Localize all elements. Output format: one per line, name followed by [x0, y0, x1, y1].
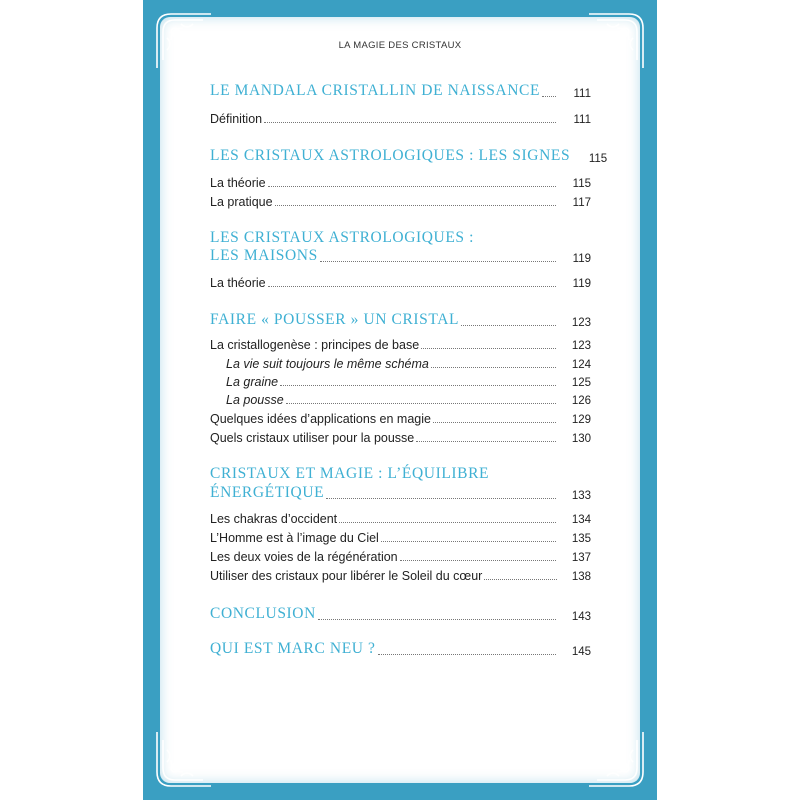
toc-page-number: 119	[572, 253, 591, 265]
toc-page-number: 115	[588, 153, 608, 165]
toc-section-title: LES MAISONS	[210, 247, 318, 264]
toc-subentry[interactable]	[210, 357, 591, 371]
toc-page-number: 111	[573, 114, 591, 126]
toc-entry-title: La pratique	[210, 195, 273, 209]
toc-entry[interactable]	[210, 431, 591, 445]
toc-entry-title: Les deux voies de la régénération	[210, 550, 398, 564]
dot-leader	[326, 498, 556, 499]
dot-leader	[318, 619, 556, 620]
toc-page-number: 124	[571, 359, 591, 371]
dot-leader	[264, 122, 556, 123]
toc-entry-title: La théorie	[210, 276, 266, 290]
toc-entry-title: La graine	[226, 375, 279, 389]
toc-entry[interactable]	[210, 550, 591, 564]
ornament-corner-icon	[153, 728, 215, 790]
dot-leader	[542, 96, 556, 97]
toc-section-pousser[interactable]	[210, 311, 591, 329]
toc-entry[interactable]	[210, 338, 591, 352]
toc-page-number: 145	[571, 646, 591, 658]
toc-page-number: 138	[571, 571, 591, 583]
dot-leader	[400, 560, 556, 561]
dot-leader	[280, 385, 556, 386]
toc-page-number: 135	[571, 533, 591, 545]
toc-page-number: 117	[572, 197, 591, 209]
dot-leader	[339, 522, 556, 523]
toc-entry[interactable]	[210, 531, 591, 545]
toc-page-number: 130	[571, 433, 591, 445]
toc-section-signes[interactable]	[210, 147, 608, 165]
toc-page-number: 129	[571, 414, 591, 426]
toc-section-title: QUI EST MARC NEU ?	[210, 640, 376, 657]
toc-section-title: ÉNERGÉTIQUE	[210, 484, 325, 501]
toc-entry[interactable]	[210, 276, 591, 290]
toc-entry-title: L’Homme est à l’image du Ciel	[210, 531, 379, 545]
toc-entry-title: Quelques idées d’applications en magie	[210, 412, 431, 426]
toc-entry-title: Les chakras d’occident	[210, 512, 338, 526]
dot-leader	[381, 541, 556, 542]
toc-page-number: 125	[571, 377, 591, 389]
toc-section-maisons[interactable]	[210, 247, 591, 265]
toc-section-title: LE MANDALA CRISTALLIN DE NAISSANCE	[210, 82, 541, 99]
dot-leader	[421, 348, 556, 349]
toc-entry-title: La pousse	[226, 393, 284, 407]
toc-page-number: 126	[571, 395, 591, 407]
dot-leader	[484, 579, 557, 580]
toc-entry[interactable]	[210, 512, 591, 526]
toc-page-number: 133	[571, 490, 591, 502]
dot-leader	[320, 261, 556, 262]
toc-entry-title: La théorie	[210, 176, 266, 190]
toc-subentry[interactable]	[210, 375, 591, 389]
dot-leader	[275, 205, 556, 206]
toc-entry[interactable]	[210, 195, 591, 209]
toc-entry[interactable]	[210, 176, 591, 190]
toc-entry-title: Quels cristaux utiliser pour la pousse	[210, 431, 415, 445]
toc-page-number: 137	[571, 552, 591, 564]
dot-leader	[268, 286, 556, 287]
toc-page-number: 143	[571, 611, 591, 623]
toc-section-title: CONCLUSION	[210, 605, 316, 622]
toc-page-number: 111	[573, 88, 591, 100]
toc-entry-title: Définition	[210, 112, 263, 126]
toc-entry[interactable]	[210, 412, 591, 426]
toc-page-number: 123	[571, 340, 591, 352]
toc-section-marc-neu[interactable]	[210, 640, 591, 658]
toc-entry-title: La cristallogenèse : principes de base	[210, 338, 420, 352]
running-head: LA MAGIE DES CRISTAUX	[338, 40, 462, 51]
toc-entry-title: Utiliser des cristaux pour libérer le Soleil du cœur	[210, 569, 483, 583]
dot-leader	[268, 186, 556, 187]
toc-section-title: LES CRISTAUX ASTROLOGIQUES : LES SIGNES	[210, 147, 571, 164]
toc-subentry[interactable]	[210, 393, 591, 407]
dot-leader	[416, 441, 556, 442]
toc-page-number: 123	[571, 317, 591, 329]
toc-entry[interactable]	[210, 112, 591, 126]
ornament-corner-icon	[585, 728, 647, 790]
toc-page-number: 119	[572, 278, 591, 290]
dot-leader	[461, 325, 556, 326]
toc-entry-title: La vie suit toujours le même schéma	[226, 357, 429, 371]
toc-page-number: 134	[571, 514, 591, 526]
dot-leader	[433, 422, 556, 423]
dot-leader	[378, 654, 556, 655]
toc-section-title: FAIRE « POUSSER » UN CRISTAL	[210, 311, 460, 328]
dot-leader	[431, 367, 556, 368]
toc-section-conclusion[interactable]	[210, 605, 591, 623]
toc-entry[interactable]	[210, 569, 591, 583]
toc-section-title-line1: LES CRISTAUX ASTROLOGIQUES :	[210, 229, 475, 246]
toc-section-mandala[interactable]	[210, 82, 591, 100]
toc-section-title-line1: CRISTAUX ET MAGIE : L’ÉQUILIBRE	[210, 465, 490, 482]
toc-section-energetique[interactable]	[210, 484, 591, 502]
dot-leader	[286, 403, 556, 404]
toc-page-number: 115	[572, 178, 591, 190]
